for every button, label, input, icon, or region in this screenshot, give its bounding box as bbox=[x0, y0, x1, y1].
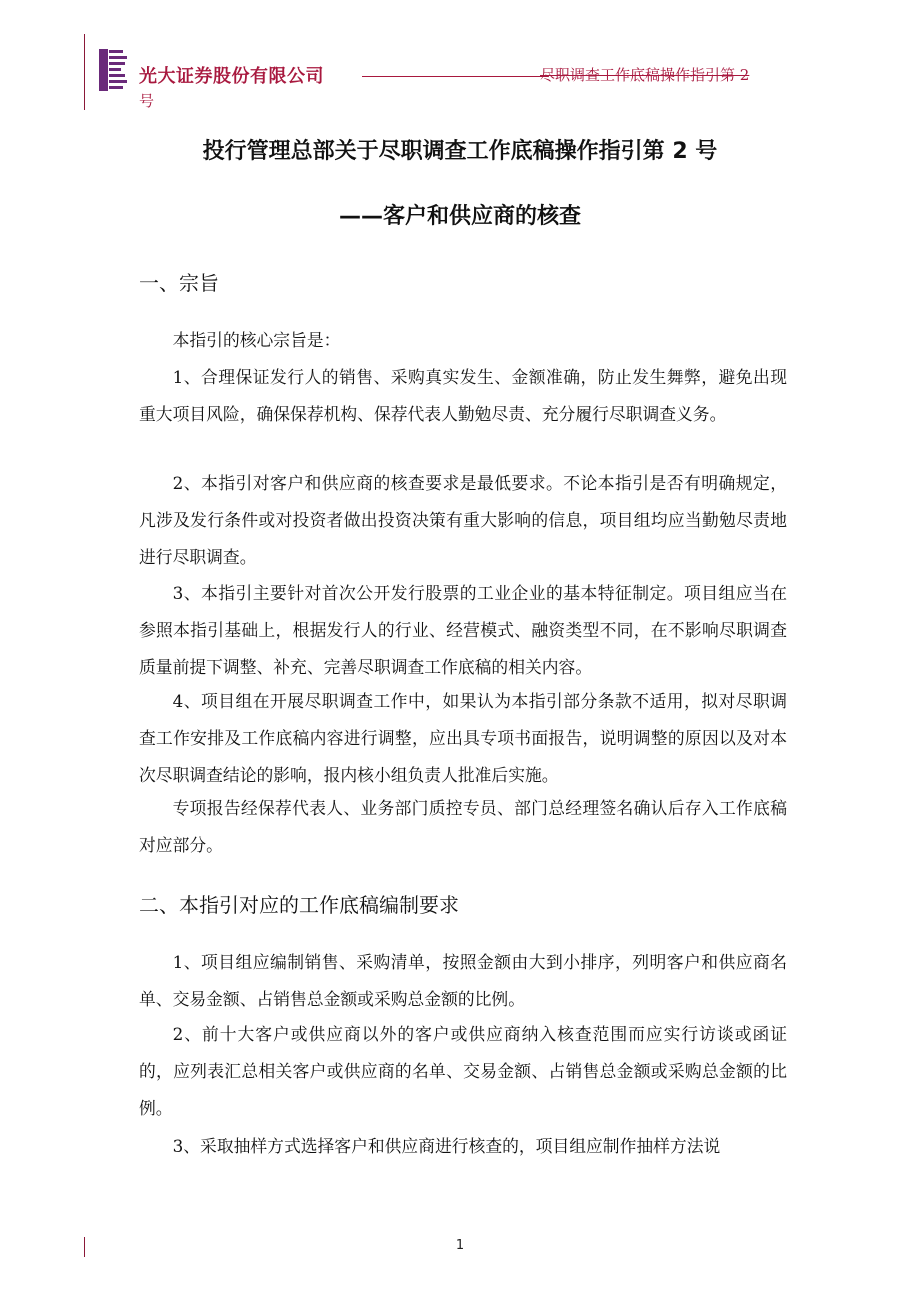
header-margin-rule bbox=[84, 34, 85, 110]
paragraph: 3、采取抽样方式选择客户和供应商进行核查的，项目组应制作抽样方法说 bbox=[172, 1136, 721, 1156]
company-name: 光大证券股份有限公司 bbox=[139, 66, 324, 87]
paragraph: 3、本指引主要针对首次公开发行股票的工业企业的基本特征制定。项目组应当在参照本指引基础上，根据发行人的行业、经营模式、融资类型不同，在不影响尽职调查质量前提下调整、补充、完善尽职调查工作底稿的相关内容。 bbox=[139, 583, 787, 677]
document-title: 投行管理总部关于尽职调查工作底稿操作指引第 2 号 bbox=[202, 139, 718, 164]
page-number: 1 bbox=[455, 1238, 465, 1253]
header-doc-name-wrap: 号 bbox=[139, 92, 155, 110]
paragraph: 1、合理保证发行人的销售、采购真实发生、金额准确，防止发生舞弊，避免出现重大项目风险，确保保荐机构、保荐代表人勤勉尽责、充分履行尽职调查义务。 bbox=[139, 367, 787, 424]
paragraph: 1、项目组应编制销售、采购清单，按照金额由大到小排序，列明客户和供应商名单、交易金额、占销售总金额或采购总金额的比例。 bbox=[139, 952, 787, 1009]
section-heading-purpose: 一、宗旨 bbox=[139, 271, 219, 295]
header-doc-name: 尽职调查工作底稿操作指引第 2 bbox=[540, 66, 750, 84]
paragraph: 专项报告经保荐代表人、业务部门质控专员、部门总经理签名确认后存入工作底稿对应部分。 bbox=[139, 798, 787, 855]
paragraph: 本指引的核心宗旨是： bbox=[172, 330, 341, 350]
header-divider bbox=[362, 76, 548, 77]
paragraph: 2、本指引对客户和供应商的核查要求是最低要求。不论本指引是否有明确规定，凡涉及发行条件或对投资者做出投资决策有重大影响的信息，项目组均应当勤勉尽责地进行尽职调查。 bbox=[139, 473, 787, 567]
paragraph: 4、项目组在开展尽职调查工作中，如果认为本指引部分条款不适用，拟对尽职调查工作安排及工作底稿内容进行调整，应出具专项书面报告，说明调整的原因以及对本次尽职调查结论的影响，报内核小组负责人批准后实施。 bbox=[139, 691, 787, 785]
section-heading-requirements: 二、本指引对应的工作底稿编制要求 bbox=[139, 893, 459, 917]
paragraph: 2、前十大客户或供应商以外的客户或供应商纳入核查范围而应实行访谈或函证的，应列表汇总相关客户或供应商的名单、交易金额、占销售总金额或采购总金额的比例。 bbox=[139, 1024, 787, 1118]
document-subtitle: ——客户和供应商的核查 bbox=[338, 204, 581, 229]
company-logo-icon bbox=[99, 49, 129, 91]
